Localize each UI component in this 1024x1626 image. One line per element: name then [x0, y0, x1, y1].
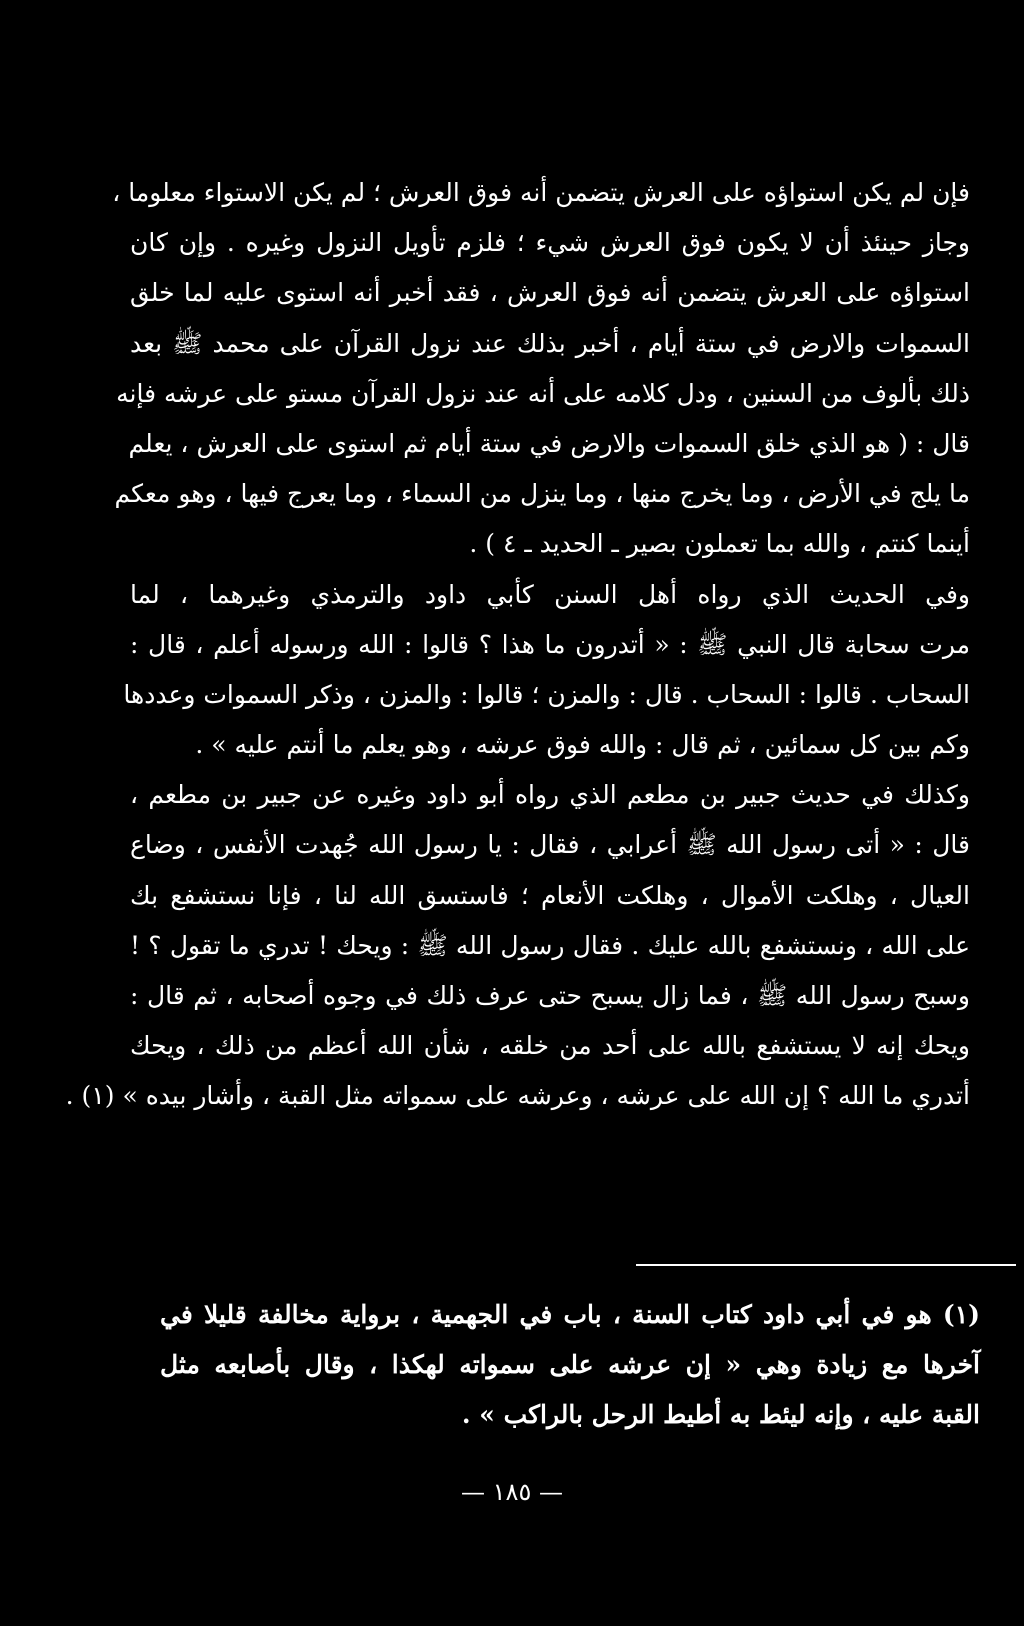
text-line: مرت سحابة قال النبي ﷺ : « أتدرون ما هذا ؟ قالوا : الله ورسوله أعلم ، قال : — [130, 629, 970, 659]
text-line: وسبح رسول الله ﷺ ، فما زال يسبح حتى عرف ذلك في وجوه أصحابه ، ثم قال : — [130, 981, 970, 1010]
footnote-line: القبة عليه ، وإنه ليئط به أطيط الرحل بالراكب » . — [461, 1400, 980, 1429]
text-line: فإن لم يكن استواؤه على العرش يتضمن أنه فوق العرش ؛ لم يكن الاستواء معلوما ، — [112, 178, 970, 207]
text-line: قال : ( هو الذي خلق السموات والارض في ستة أيام ثم استوى على العرش ، يعلم — [128, 428, 970, 458]
text-line: ذلك بألوف من السنين ، ودل كلامه على أنه عند نزول القرآن مستو على عرشه فإنه — [116, 378, 970, 408]
text-line: ما يلج في الأرض ، وما يخرج منها ، وما ينزل من السماء ، وما يعرج فيها ، وهو معكم — [114, 479, 970, 509]
text-line: وفي الحديث الذي رواه أهل السنن كأبي داود والترمذي وغيرهما ، لما — [130, 579, 970, 609]
text-line: استواؤه على العرش يتضمن أنه فوق العرش ، فقد أخبر أنه استوى عليه لما خلق — [130, 278, 970, 308]
text-line: السحاب . قالوا : السحاب . قال : والمزن ؛ قالوا : والمزن ، وذكر السموات وعددها — [123, 679, 970, 709]
main-text — [65, 168, 970, 1122]
footnotes — [160, 1290, 980, 1440]
text-line: العيال ، وهلكت الأموال ، وهلكت الأنعام ؛ فاستسق الله لنا ، فإنا نستشفع بك — [130, 880, 970, 910]
text-line: أينما كنتم ، والله بما تعملون بصير ـ الحديد ـ ٤ ) . — [469, 529, 970, 559]
footnote-line: آخرها مع زيادة وهي « إن عرشه على سمواته لهكذا ، وقال بأصابعه مثل — [160, 1350, 980, 1379]
text-line: على الله ، ونستشفع بالله عليك . فقال رسول الله ﷺ : ويحك ! تدري ما تقول ؟ ! — [130, 930, 970, 960]
page-number: — ١٨٥ — — [461, 1478, 563, 1506]
footnote-line: (١) هو في أبي داود كتاب السنة ، باب في الجهمية ، برواية مخالفة قليلا في — [160, 1300, 980, 1329]
text-line: وكذلك في حديث جبير بن مطعم الذي رواه أبو داود وغيره عن جبير بن مطعم ، — [130, 780, 970, 810]
text-line: وجاز حينئذ أن لا يكون فوق العرش شيء ؛ فلزم تأويل النزول وغيره . وإن كان — [130, 228, 970, 258]
text-line: قال : « أتى رسول الله ﷺ أعرابي ، فقال : يا رسول الله جُهدت الأنفس ، وضاع — [130, 830, 970, 860]
text-line: وكم بين كل سمائين ، ثم قال : والله فوق عرشه ، وهو يعلم ما أنتم عليه » . — [195, 730, 970, 760]
text-line: أتدري ما الله ؟ إن الله على عرشه ، وعرشه على سمواته مثل القبة ، وأشار بيده » (١) . — [65, 1081, 970, 1111]
footnote-divider — [636, 1264, 1016, 1266]
text-line: ويحك إنه لا يستشفع بالله على أحد من خلقه ، شأن الله أعظم من ذلك ، ويحك — [130, 1031, 970, 1061]
text-line: السموات والارض في ستة أيام ، أخبر بذلك عند نزول القرآن على محمد ﷺ بعد — [130, 328, 970, 358]
